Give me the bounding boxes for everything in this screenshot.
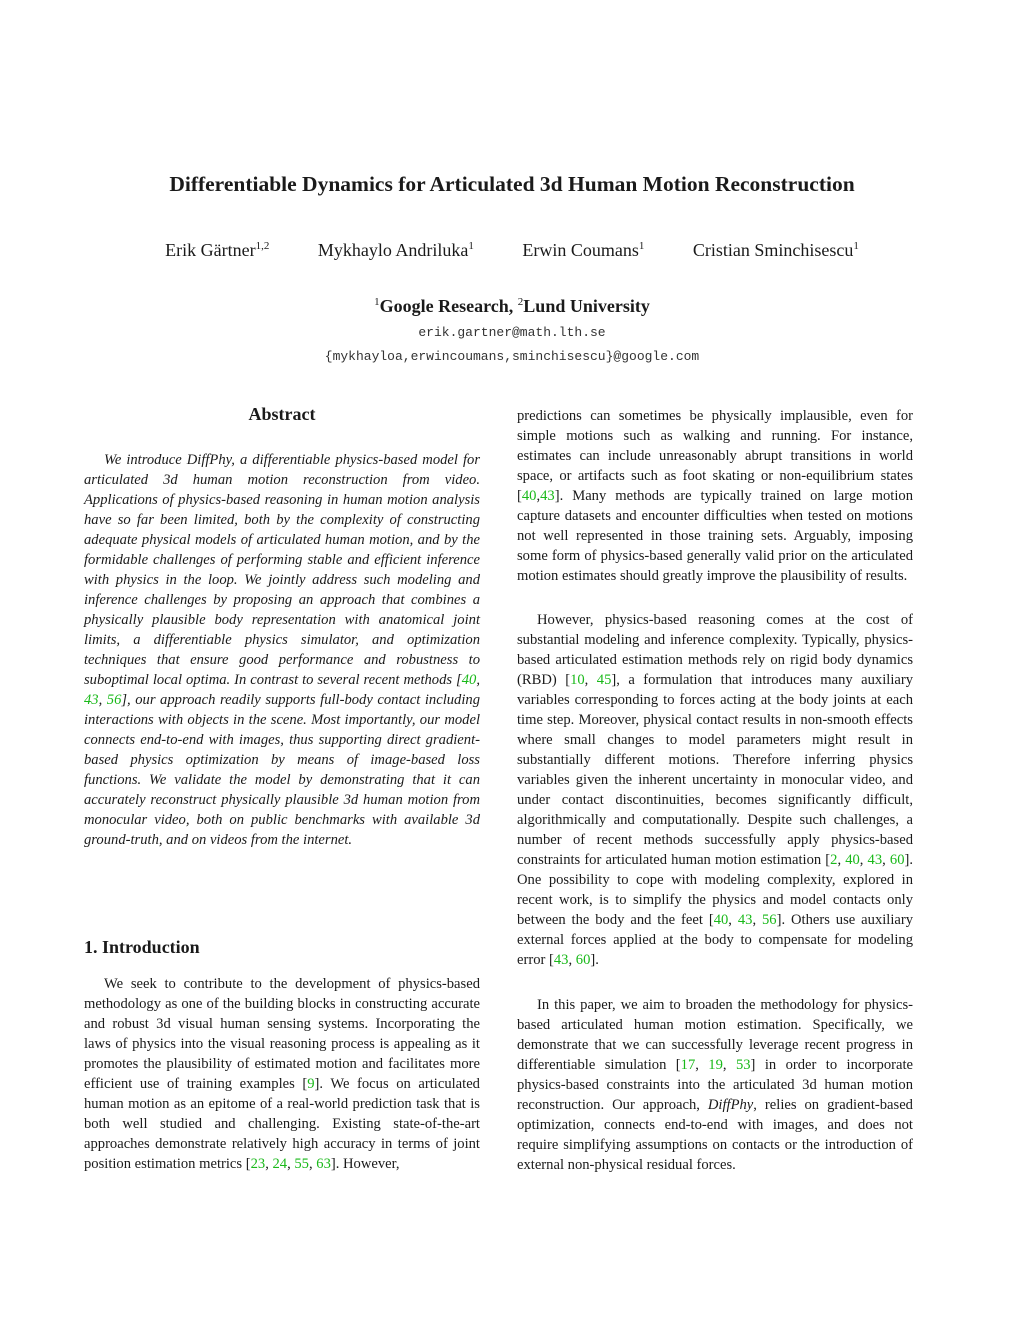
citation-link[interactable]: 40 (521, 488, 537, 504)
citation-link[interactable]: 17 (680, 1057, 696, 1073)
email-2: {mykhayloa,erwincoumans,sminchisescu}@google.com (324, 349, 700, 364)
citation-link[interactable]: 56 (106, 692, 122, 708)
citation-link[interactable]: 63 (316, 1156, 331, 1172)
intro-heading: 1. Introduction (84, 937, 200, 957)
email-1: erik.gartner@math.lth.se (418, 325, 606, 340)
intro-paragraph: We seek to contribute to the development of physics-based methodology as one of the building blocks in constructing accurate and robust 3d visual human sensing systems. Incorporating the laws of physics into the visual reasoning process is appealing as it promotes the plausibility of estimated motion and facilitates more efficient use of training examples [9]. We focus on articulated human motion as an epitome of a real-world prediction task that is both well studied and challenging. Existing state-of-the-art approaches demonstrate relatively high accuracy in terms of joint position estimation metrics [23, 24, 55, 63]. However, (84, 976, 480, 1172)
citation-link[interactable]: 10 (570, 672, 585, 688)
author-2: Mykhaylo Andriluka$^1$ (317, 240, 474, 260)
author-list (0, 240, 1024, 261)
abstract-paragraph: We introduce DiffPhy, a differentiable physics-based model for articulated 3d human motion reconstruction from video. Applications of physics-based reasoning in human motion analysis have so far been limited, both by the complexity of constructing adequate physical models of articulated human motion, and by the formidable challenges of performing stable and efficient inference with physics in the loop. We jointly address such modeling and inference challenges by proposing an approach that combines a physically plausible body representation with anatomical joint limits, a differentiable physics simulator, and optimization techniques that ensure good performance and robustness to suboptimal local optima. In contrast to several recent methods [40, 43, 56], our approach readily supports full-body contact including interactions with objects in the scene. Most importantly, our model connects end-to-end with images, thus supporting direct gradient-based physics optimization by means of image-based loss functions. We validate the model by demonstrating that it can accurately reconstruct physically plausible 3d human motion from monocular video, both on public benchmarks with available 3d ground-truth, and on videos from the internet. (84, 452, 480, 848)
citation-link[interactable]: 19 (708, 1057, 723, 1073)
affiliations: $^1$Google Research, $^2$Lund University (374, 296, 650, 316)
citation-link[interactable]: 43 (867, 852, 883, 868)
citation-link[interactable]: 55 (294, 1156, 309, 1172)
intro-body (84, 974, 480, 1174)
citation-link[interactable]: 43 (540, 488, 555, 504)
citation-link[interactable]: 23 (250, 1156, 266, 1172)
right-paragraph-1: predictions can sometimes be physically implausible, even for simple motions such as walking and running. For instance, estimates can include unreasonably abrupt transitions in world space, or artifacts such as foot skating or non-equilibrium states [40,43]. Many methods are typically trained on large motion capture datasets and encounter difficulties when tested on motions not well represented in those training sets. Arguably, imposing some form of physics-based generally valid prior on the articulated motion estimates should greatly improve the plausibility of results. (517, 408, 913, 584)
citation-link[interactable]: 43 (737, 912, 753, 928)
method-name: DiffPhy (707, 1097, 754, 1113)
citation-link[interactable]: 9 (307, 1076, 315, 1092)
citation-link[interactable]: 40 (845, 852, 860, 868)
abstract-heading: Abstract (248, 404, 316, 424)
right-paragraph-2: However, physics-based reasoning comes at the cost of substantial modeling and inference complexity. Typically, physics-based articulated estimation methods rely on rigid body dynamics (RBD) [10, 45], a formulation that introduces many auxiliary variables corresponding to forces acting at the body joints at each time step. Moreover, physical contact results in non-smooth effects where small changes to model parameters might result in substantially different motions. Therefore inferring physics variables given the inherent uncertainty in monocular video, and under contact discontinuities, becomes significantly difficult, algorithmically and computationally. Despite such challenges, a number of recent methods successfully apply physics-based constraints for articulated human motion estimation [2, 40, 43, 60]. One possibility to cope with modeling complexity, explored in recent work, is to simplify the physics and model contacts only between the body and the feet [40, 43, 56]. Others use auxiliary external forces applied at the body to compensate for modeling error [43, 60]. (517, 612, 914, 968)
citation-link[interactable]: 60 (575, 952, 591, 968)
citation-link[interactable]: 43 (553, 952, 569, 968)
right-paragraph-3: In this paper, we aim to broaden the methodology for physics-based articulated human motion estimation. Specifically, we demonstrate that we can successfully leverage recent progress in differentiable simulation [17, 19, 53] in order to incorporate physics-based constraints into the articulated 3d human motion reconstruction. Our approach, DiffPhy, relies on gradient-based optimization, connects end-to-end with images, and does not require simplifying assumptions on contacts or the introduction of external non-physical residual forces. (517, 997, 913, 1173)
citation-link[interactable]: 40 (461, 672, 477, 688)
citation-link[interactable]: 53 (735, 1057, 751, 1073)
citation-link[interactable]: 40 (713, 912, 729, 928)
citation-link[interactable]: 43 (84, 692, 99, 708)
citation-link[interactable]: 45 (596, 672, 612, 688)
citation-link[interactable]: 24 (272, 1156, 288, 1172)
author-1: Erik Gärtner$^{1,2}$ (165, 240, 270, 260)
citation-link[interactable]: 56 (762, 912, 777, 928)
abstract-body (84, 450, 480, 850)
author-4: Cristian Sminchisescu$^1$ (692, 240, 859, 260)
paper-title: Differentiable Dynamics for Articulated 3d Human Motion Reconstruction (169, 172, 855, 196)
author-3: Erwin Coumans$^1$ (522, 240, 645, 260)
citation-link[interactable]: 60 (889, 852, 905, 868)
citation-link[interactable]: 2 (830, 852, 838, 868)
